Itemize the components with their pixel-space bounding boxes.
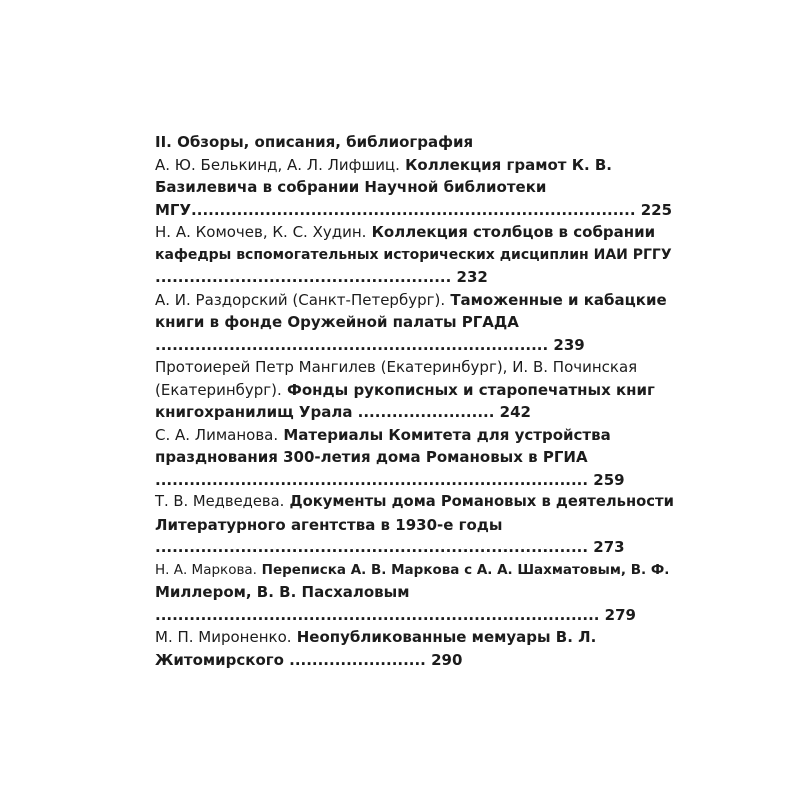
entry-title: Житомирского ........................ 290 xyxy=(155,650,463,669)
table-of-contents xyxy=(155,131,675,671)
section-heading: II. Обзоры, описания, библиография xyxy=(155,133,474,151)
toc-entry xyxy=(155,221,675,289)
toc-entry-line xyxy=(155,311,675,334)
entry-author: С. А. Лиманова. xyxy=(155,425,279,444)
toc-entry-line xyxy=(155,604,675,627)
toc-entry xyxy=(155,289,675,357)
toc-entry-line xyxy=(155,649,675,672)
toc-entry-line xyxy=(155,469,675,492)
toc-entry-line xyxy=(155,154,675,177)
toc-entry-line xyxy=(155,221,675,244)
entry-title: Миллером, В. В. Пасхаловым xyxy=(155,583,410,601)
entry-author: А. Ю. Белькинд, А. Л. Лифшиц. xyxy=(155,155,400,174)
toc-entry xyxy=(155,424,675,492)
toc-entry-line xyxy=(155,199,675,222)
toc-entry-line xyxy=(155,266,675,289)
toc-entry-line xyxy=(155,289,675,312)
toc-entry-line xyxy=(155,514,675,537)
toc-entry-line xyxy=(155,244,675,267)
toc-entries xyxy=(155,154,675,672)
entry-author: М. П. Мироненко. xyxy=(155,628,292,646)
toc-entry-line xyxy=(155,401,675,424)
entry-author: Н. А. Маркова. xyxy=(155,561,257,578)
toc-entry-line xyxy=(155,536,675,559)
toc-entry-line xyxy=(155,334,675,357)
toc-entry xyxy=(155,559,675,627)
toc-entry-line xyxy=(155,424,675,447)
toc-entry-line xyxy=(155,559,675,582)
toc-entry xyxy=(155,356,675,424)
toc-entry xyxy=(155,626,675,671)
entry-title: празднования 300-летия дома Романовых в РГИА xyxy=(155,448,588,466)
entry-author: Н. А. Комочев, К. С. Худин. xyxy=(155,223,367,241)
toc-entry-line xyxy=(155,446,675,469)
entry-title: Таможенные и кабацкие xyxy=(445,290,667,309)
toc-entry-line xyxy=(155,379,675,402)
entry-title: кафедры вспомогательных исторических дисциплин ИАИ РГГУ xyxy=(155,246,672,263)
toc-entry-line xyxy=(155,491,675,514)
entry-title: Литературного агентства в 1930-е годы xyxy=(155,515,503,534)
toc-entry xyxy=(155,154,675,222)
entry-title: ............................................................................ 273 xyxy=(155,538,625,556)
entry-title: книги в фонде Оружейной палаты РГАДА xyxy=(155,313,519,331)
entry-title: ..................................................................... 239 xyxy=(155,335,585,354)
entry-title: МГУ.............................................................................. 225 xyxy=(155,200,673,219)
entry-title: Переписка А. В. Маркова с А. А. Шахматовым, В. Ф. xyxy=(256,561,670,578)
entry-title: ............................................................................ 259 xyxy=(155,470,625,489)
entry-title: Документы дома Романовых в деятельности xyxy=(284,493,674,510)
entry-author: Т. В. Медведева. xyxy=(155,493,285,510)
entry-title: Неопубликованные мемуары В. Л. xyxy=(291,628,597,646)
entry-title: Фонды рукописных и старопечатных книг xyxy=(281,380,655,399)
entry-author: А. И. Раздорский (Санкт-Петербург). xyxy=(155,290,446,309)
entry-title: Базилевича в собрании Научной библиотеки xyxy=(155,178,547,196)
entry-title: книгохранилищ Урала ........................ 242 xyxy=(155,403,531,421)
entry-title: Коллекция грамот К. В. xyxy=(399,155,613,174)
entry-author: Протоиерей Петр Мангилев (Екатеринбург), И. В. Починская xyxy=(155,358,638,376)
toc-entry-line xyxy=(155,626,675,649)
entry-title: .................................................... 232 xyxy=(155,268,488,286)
entry-author: (Екатеринбург). xyxy=(155,380,282,399)
toc-entry-line xyxy=(155,581,675,604)
toc-entry xyxy=(155,491,675,559)
entry-title: Материалы Комитета для устройства xyxy=(278,425,611,444)
entry-title: .............................................................................. 279 xyxy=(155,605,636,624)
toc-entry-line xyxy=(155,176,675,199)
toc-entry-line xyxy=(155,356,675,379)
entry-title: Коллекция столбцов в собрании xyxy=(366,223,656,241)
